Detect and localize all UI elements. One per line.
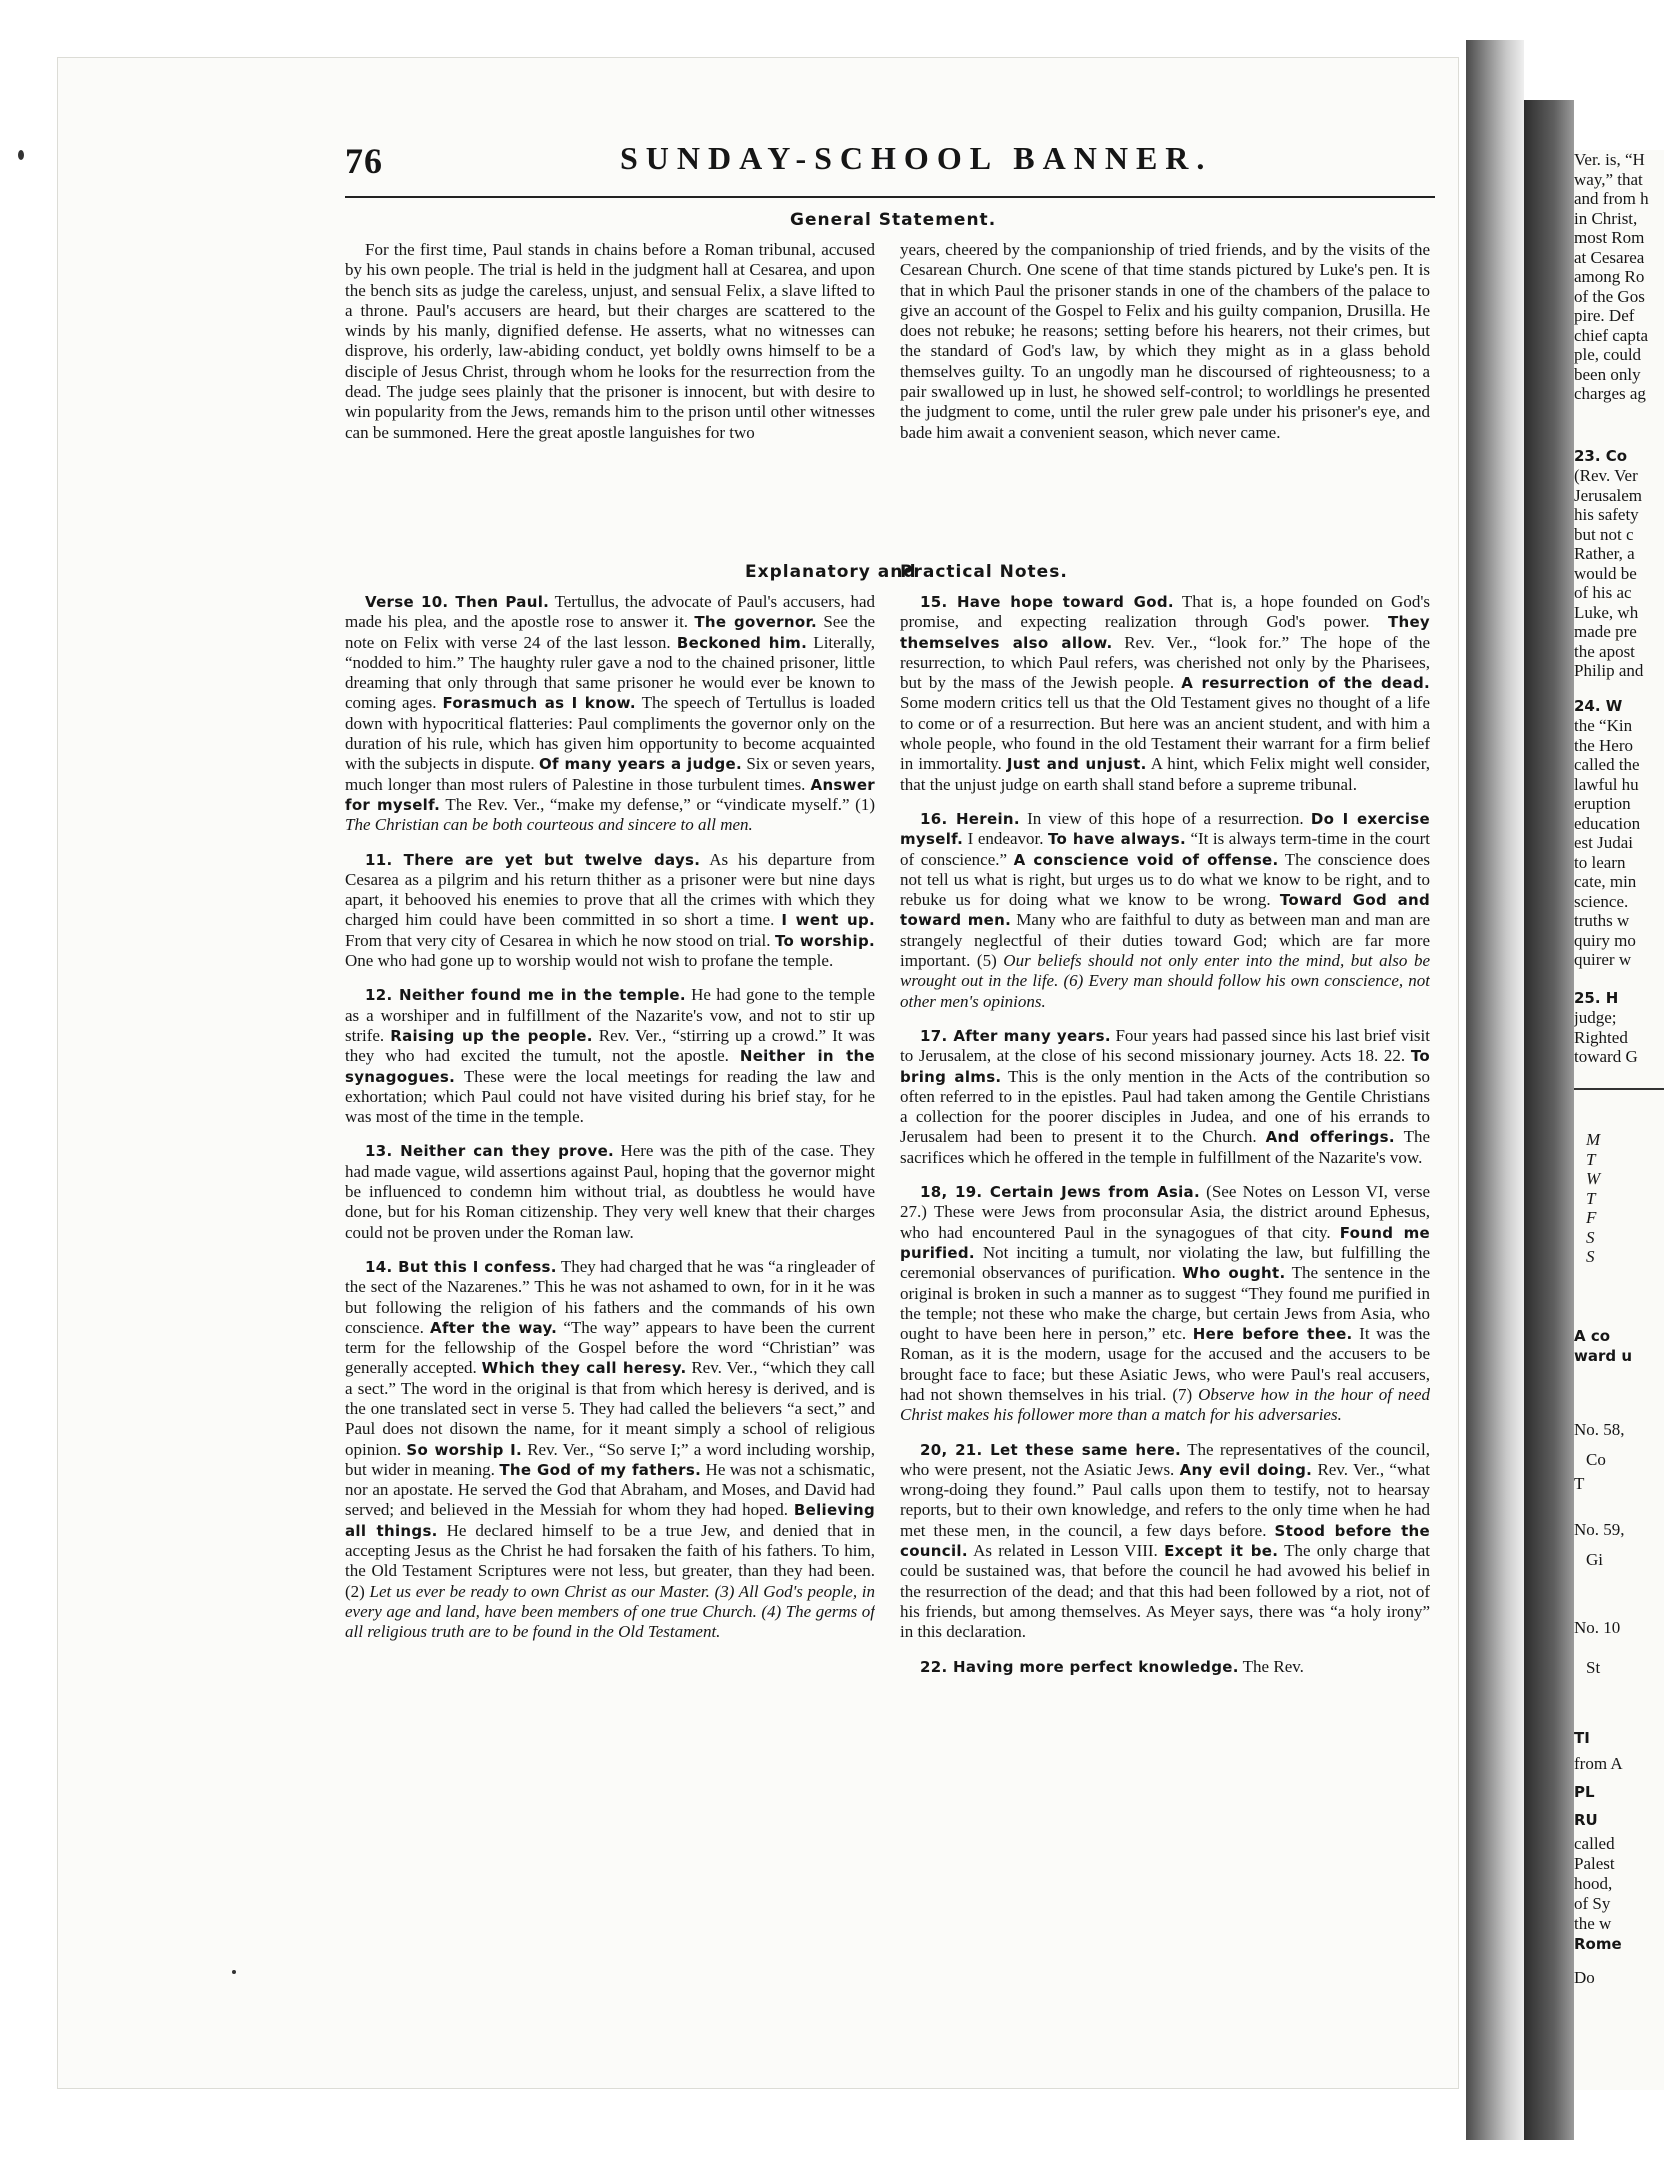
fragment-line: called	[1574, 1834, 1615, 1853]
note-text: That is, a hope founded on God's promise, and expecting realization through God's power.	[900, 592, 1430, 632]
note-lemma: 11. There are yet but twelve days.	[365, 850, 701, 869]
note-text: One who had gone up to worship would not wish to profane the temple.	[345, 951, 834, 971]
fragment-line: science.	[1574, 891, 1629, 911]
note-text: A hint, which Felix might well consider, that the unjust judge on earth shall stand before a supreme tribunal.	[900, 754, 1430, 794]
general-statement-left-column	[345, 240, 875, 540]
fragment-line: cate, min	[1574, 872, 1637, 891]
note-paragraph	[900, 592, 1430, 795]
note-lemma: So worship I.	[406, 1440, 523, 1459]
note-lesson-italic: Our beliefs should not only enter into the mind, but also be wrought out in the life. (6) Every man should follow his own conscience, not other men's opinions.	[900, 951, 1430, 1011]
fragment-line: T	[1586, 1188, 1596, 1208]
note-text: These were the local meetings for reading the law and exhortation; which Paul could not have visited during his brief stay, for he was most of the time in the temple.	[345, 1066, 875, 1127]
fragment-rule	[1574, 1088, 1664, 1090]
note-text: This is the only mention in the Acts of the contribution so often referred to in the epistles. Paul had taken among the Gentile Christians a collection for the poorer disciples in Judea, and one of his errands to Jerusalem had been to present it to the Church.	[900, 1066, 1430, 1147]
note-text: The sacrifices which he offered in the temple in fulfillment of the Nazarite's vow.	[900, 1127, 1430, 1167]
scan-speck	[18, 150, 24, 160]
note-paragraph	[900, 1440, 1430, 1643]
note-text: Rev. Ver., “which they call a sect.” The word in the original is that from which heresy is derived, and is the one translated sect in verse 5. They had called the believers “a sect,” and Paul does not disown the name, for it meant simply a school of religious opinion.	[345, 1358, 875, 1459]
note-lemma: 15. Have hope toward God.	[920, 593, 1174, 611]
note-text: As his departure from Cesarea as a pilgrim and his return thither as a prisoner were but nine days apart, it behooved his enemies to prove that all the crimes with which they charged him could have been committed in so short a time.	[345, 849, 875, 930]
book-gutter-shadow	[1524, 100, 1574, 2140]
note-lemma: 12. Neither found me in the temple.	[365, 986, 686, 1005]
notes-right-column	[900, 592, 1430, 2012]
fragment-line: of the Gos	[1574, 286, 1645, 306]
fragment-line: chief capta	[1574, 325, 1649, 345]
fragment-line: lawful hu	[1574, 774, 1639, 794]
fragment-line: No. 59,	[1574, 1520, 1625, 1539]
general-statement-heading: General Statement.	[790, 210, 997, 230]
fragment-line: Co	[1586, 1450, 1606, 1469]
fragment-line: in Christ,	[1574, 208, 1638, 228]
note-lemma: Just and unjust.	[1006, 755, 1147, 774]
fragment-line: charges ag	[1574, 384, 1646, 403]
note-text: As related in Lesson VIII.	[967, 1541, 1165, 1561]
fragment-line: RU	[1574, 1811, 1598, 1829]
note-lemma: Of many years a judge.	[539, 755, 742, 774]
note-text: The conscience does not tell us what is right, but urges us to do what we know to be right, and to rebuke us for doing what we know to be wrong.	[900, 849, 1430, 910]
note-paragraph	[345, 1141, 875, 1242]
note-lemma: 18, 19. Certain Jews from Asia.	[920, 1183, 1200, 1202]
note-lesson-italic: The Christian can be both courteous and sincere to all men.	[345, 815, 753, 835]
fragment-line: the w	[1574, 1914, 1612, 1933]
note-text: “It is always term-time in the court of conscience.”	[900, 829, 1430, 869]
fragment-line: Jerusalem	[1574, 485, 1642, 505]
fragment-line: W	[1586, 1169, 1601, 1188]
fragment-line: among Ro	[1574, 267, 1645, 286]
note-lemma: A resurrection of the dead.	[1181, 674, 1430, 693]
page-number: 76	[345, 141, 383, 181]
notes-heading-left: Explanatory and	[745, 562, 917, 582]
note-lemma: I went up.	[781, 911, 875, 930]
fragment-line: of his ac	[1574, 583, 1632, 602]
fragment-line: way,” that	[1574, 169, 1643, 189]
fragment-line: 23. Co	[1574, 447, 1628, 465]
note-text: From that very city of Cesarea in which he now stood on trial.	[345, 930, 775, 950]
note-lemma: 16. Herein.	[920, 809, 1020, 828]
note-paragraph	[345, 985, 875, 1127]
note-text: The Rev. Ver., “make my defense,” or “vindicate myself.” (1)	[440, 794, 875, 814]
general-statement-right-column	[900, 240, 1430, 540]
note-text: In view of this hope of a resurrection.	[1019, 808, 1311, 828]
note-paragraph	[345, 592, 875, 836]
paragraph: years, cheered by the companionship of tried friends, and by the visits of the Cesarean Church. One scene of that time stands pictured by Luke's pen. It is that in which Paul the prisoner stands in one of the chambers of the palace to give an account of the Gospel to Felix and his guilty companion, Drusilla. He does not rebuke; he reasons; setting before his hearers, not their crimes, but the standard of God's law, by which they might as in a glass behold themselves guilty. To an ungodly man he discoursed of righteousness; to a pair swallowed up in lust, he showed self-control; to worldlings he presented the judgment to come, until the ruler grew pale under his prisoner's eye, and bade him await a convenient season, which never came.	[900, 240, 1430, 442]
note-text: Some modern critics tell us that the Old Testament gives no thought of a life to come or of a resurrection. But here was an ancient student, and with him a whole people, who found in the old Testament their warrant for a firm belief in immortality.	[900, 693, 1430, 774]
notes-heading-right: Practical Notes.	[900, 562, 1068, 582]
fragment-line: PL	[1574, 1783, 1595, 1801]
note-lemma: 22. Having more perfect knowledge.	[920, 1657, 1239, 1676]
fragment-line: toward G	[1574, 1047, 1638, 1066]
note-lemma: The governor.	[694, 613, 818, 632]
fragment-line: hood,	[1574, 1874, 1613, 1893]
fragment-line: A co	[1574, 1327, 1611, 1345]
note-lemma: 17. After many years.	[920, 1026, 1111, 1045]
note-text: “The way” appears to have been the current term for the fellowship of the Gospel before the word “Christian” was generally accepted.	[345, 1317, 875, 1378]
fragment-line: called the	[1574, 755, 1640, 774]
note-text: The speech of Tertullus is loaded down with hypocritical flatteries: Paul compliments the governor only on the duration of his rule, which has given him opportunity to become acquainted with the subjects in dispute.	[345, 693, 875, 774]
note-lesson-italic: Observe how in the hour of need Christ makes his follower more than a match for his adversaries.	[900, 1384, 1430, 1425]
fragment-line: education	[1574, 813, 1641, 833]
note-text: Four years had passed since his last brief visit to Jerusalem, at the close of his second missionary journey. Acts 18. 22.	[900, 1025, 1430, 1066]
fragment-line: pire. Def	[1574, 306, 1635, 325]
note-lemma: To bring alms.	[900, 1047, 1430, 1086]
note-text: The only charge that could be sustained was, that before the council he had avowed his belief in the resurrection of the dead; and that this had been followed by a riot, not of his friends, but among themselves. As Meyer says, there was “a holy irony” in this declaration.	[900, 1541, 1430, 1642]
note-lemma: And offerings.	[1265, 1128, 1395, 1147]
note-lemma: Stood before the council.	[900, 1521, 1430, 1561]
note-lemma: Believing all things.	[345, 1501, 875, 1540]
note-paragraph	[345, 850, 875, 972]
fragment-line: from A	[1574, 1754, 1623, 1773]
header-rule	[345, 196, 1435, 198]
note-lemma: Neither in the synagogues.	[345, 1047, 875, 1086]
fragment-line: quiry mo	[1574, 930, 1636, 950]
fragment-line: T	[1574, 1474, 1585, 1493]
note-text: Rev. Ver., “stirring up a crowd.” It was they who had excited the tumult, not the apostle.	[345, 1025, 875, 1066]
book-gutter	[1466, 40, 1524, 2140]
note-lemma: Raising up the people.	[390, 1026, 593, 1045]
fragment-line: the Hero	[1574, 735, 1634, 755]
fragment-line: Palest	[1574, 1854, 1615, 1873]
note-lemma: Which they call heresy.	[481, 1359, 687, 1378]
fragment-line: eruption	[1574, 794, 1631, 813]
note-lemma: Beckoned him.	[676, 633, 808, 652]
note-lemma: Answer for myself.	[345, 775, 875, 814]
note-text: Many who are faithful to duty as between man and man are strangely neglectful of their duties toward God; which are far more important. (5)	[900, 910, 1430, 971]
note-lemma: Toward God and toward men.	[900, 891, 1430, 930]
fragment-line: M	[1586, 1130, 1601, 1149]
note-text: The representatives of the council, who were present, not the Asiatic Jews.	[900, 1439, 1430, 1479]
fragment-line: and from h	[1574, 189, 1649, 208]
note-text: It was the Roman, as it is the modern, usage for the accused and the accusers to be brought face to face; but these Asiatic Jews, who were Paul's real accusers, had not shown themselves in his trial. (7)	[900, 1324, 1430, 1404]
fragment-line: his safety	[1574, 505, 1639, 524]
note-text: Rev. Ver., “look for.” The hope of the resurrection, to which Paul refers, was cherished not only by the Pharisees, but by the mass of the Jewish people.	[900, 632, 1430, 693]
note-text: Rev. Ver., “what wrong-doing they found.” Paul calls upon them to testify, not to hearsay reports, but to their own knowledge, and refers to the only time when he had met these men, in the council, a few days before.	[900, 1459, 1430, 1540]
fragment-line: Righted	[1574, 1027, 1628, 1047]
fragment-line: St	[1586, 1658, 1601, 1677]
note-lemma: After the way.	[430, 1318, 558, 1337]
fragment-line: Gi	[1586, 1550, 1603, 1569]
note-lemma: They themselves also allow.	[900, 613, 1430, 652]
scan-speck	[232, 1970, 236, 1974]
fragment-line: most Rom	[1574, 228, 1645, 247]
fragment-line: Rather, a	[1574, 544, 1635, 563]
note-lemma: Except it be.	[1164, 1542, 1279, 1561]
note-paragraph	[900, 1657, 1430, 1677]
note-paragraph	[900, 809, 1430, 1012]
note-lemma: 13. Neither can they prove.	[365, 1142, 615, 1161]
fragment-line: Rome	[1574, 1935, 1622, 1953]
note-text: I endeavor.	[963, 829, 1048, 849]
fragment-line: Ver. is, “H	[1574, 150, 1645, 169]
note-lemma: Found me purified.	[900, 1223, 1430, 1262]
note-text: He declared himself to be a true Jew, and denied that in accepting Jesus as the Christ he had forsaken the faith of his fathers. To him, the Old Testament Scriptures were not less, but greater, than they had been. (2)	[345, 1520, 875, 1601]
note-text: The sentence in the original is broken in such a manner as to suggest “They found me purified in the temple; not these who make the charge, but certain Jews from Asia, who ought to have been here in person,” etc.	[900, 1263, 1430, 1344]
note-text: Literally, “nodded to him.” The haughty ruler gave a nod to the chained prisoner, little dreaming that only through that same prisoner he would ever be known to coming ages.	[345, 632, 875, 713]
note-paragraph	[900, 1182, 1430, 1426]
note-text: They had charged that he was “a ringleader of the sect of the Nazarenes.” This he was not ashamed to own, for in it he was but following the religion of his fathers and the commands of his own conscience.	[345, 1256, 875, 1337]
note-paragraph	[900, 1026, 1430, 1168]
note-lemma: The God of my fathers.	[499, 1460, 702, 1479]
note-text: See the note on Felix with verse 24 of the last lesson.	[345, 612, 875, 652]
note-text: He was not a schismatic, nor an apostate. He served the God that Abraham, and Moses, and David had served; and believed in the Messiah for whom they had hoped.	[345, 1459, 875, 1520]
note-text: Here was the pith of the case. They had made vague, wild assertions against Paul, hoping that the governor might be influenced to condemn him without trial, as doubtless he would have done, but for his Roman citizenship. They very well knew that their charges could not be proven under the Roman law.	[345, 1141, 875, 1242]
fragment-line: been only	[1574, 364, 1641, 384]
fragment-line: 24. W	[1574, 697, 1623, 715]
fragment-line: TI	[1574, 1729, 1590, 1747]
fragment-line: No. 58,	[1574, 1420, 1625, 1439]
fragment-line: of Sy	[1574, 1894, 1611, 1913]
fragment-line: Luke, wh	[1574, 602, 1639, 622]
fragment-line: (Rev. Ver	[1574, 466, 1638, 485]
running-title: SUNDAY-SCHOOL BANNER.	[620, 140, 1213, 176]
paragraph: For the first time, Paul stands in chains before a Roman tribunal, accused by his own people. The trial is held in the judgment hall at Cesarea, and upon the bench sits as judge the careless, unjust, and sensual Felix, a slave lifted to a throne. Paul's accusers are heard, but their charges are scattered to the winds by his manly, dignified defense. He asserts, what no witnesses can disprove, his orderly, law-abiding conduct, yet boldly owns himself to be a disciple of Jesus Christ, through whom he looks for the resurrection from the dead. The judge sees plainly that the prisoner is innocent, but with desire to win popularity from the Jews, remands him to the prison until other witnesses can be summoned. Here the great apostle languishes for two	[345, 240, 875, 442]
note-lemma: Any evil doing.	[1179, 1460, 1313, 1479]
fragment-line: T	[1586, 1149, 1596, 1169]
adjacent-page-fragment	[1574, 150, 1664, 2090]
note-text: He had gone to the temple as a worshiper and in fulfillment of the Nazarite's vow, and not to stir up strife.	[345, 985, 875, 1045]
fragment-line: at Cesarea	[1574, 247, 1645, 267]
fragment-line: S	[1586, 1247, 1595, 1266]
note-text: Six or seven years, much longer than most rulers of Palestine in those turbulent times.	[345, 754, 875, 794]
note-lemma: 14. But this I confess.	[365, 1257, 557, 1276]
note-text: Rev. Ver., “So serve I;” a word including worship, but wider in meaning.	[345, 1439, 875, 1479]
note-text: Tertullus, the advocate of Paul's accusers, had made his plea, and the apostle rose to answer it.	[345, 592, 875, 632]
note-lemma: Who ought.	[1182, 1264, 1286, 1283]
fragment-line: but not c	[1574, 524, 1634, 544]
note-lemma: To worship.	[774, 931, 875, 950]
fragment-line: ple, could	[1574, 345, 1642, 364]
note-lemma: A conscience void of offense.	[1013, 850, 1279, 869]
fragment-line: quirer w	[1574, 950, 1632, 969]
fragment-line: would be	[1574, 563, 1637, 583]
note-lemma: Forasmuch as I know.	[442, 694, 636, 713]
note-lemma: To have always.	[1047, 830, 1186, 849]
note-lemma: Verse 10. Then Paul.	[365, 593, 550, 611]
fragment-line: S	[1586, 1227, 1595, 1247]
fragment-line: the “Kin	[1574, 716, 1633, 735]
fragment-line: F	[1586, 1208, 1597, 1227]
fragment-line: Do	[1574, 1968, 1595, 1987]
note-text: Not inciting a tumult, nor violating the law, but fulfilling the ceremonial observances of purification.	[900, 1242, 1430, 1283]
fragment-line: made pre	[1574, 622, 1637, 641]
notes-left-column	[345, 592, 875, 2002]
note-text: (See Notes on Lesson VI, verse 27.) These were Jews from proconsular Asia, the district around Ephesus, who had encountered Paul in the synagogues of that city.	[900, 1182, 1430, 1242]
fragment-line: the apost	[1574, 641, 1635, 661]
note-lemma: 20, 21. Let these same here.	[920, 1440, 1182, 1459]
fragment-line: truths w	[1574, 911, 1630, 930]
note-lemma: Do I exercise myself.	[900, 809, 1430, 849]
note-lesson-italic: Let us ever be ready to own Christ as our Master. (3) All God's people, in every age and land, have been members of one true Church. (4) The germs of all religious truth are to be found in the Old Testament.	[345, 1581, 875, 1642]
note-text: The Rev.	[1238, 1656, 1304, 1676]
fragment-line: ward u	[1574, 1346, 1633, 1365]
fragment-line: 25. H	[1574, 989, 1619, 1007]
fragment-line: est Judai	[1574, 833, 1634, 852]
fragment-line: No. 10	[1574, 1618, 1621, 1637]
note-lemma: Here before thee.	[1192, 1325, 1353, 1344]
fragment-line: judge;	[1574, 1008, 1617, 1027]
fragment-line: to learn	[1574, 852, 1626, 872]
fragment-line: Philip and	[1574, 661, 1644, 680]
note-paragraph	[345, 1257, 875, 1643]
